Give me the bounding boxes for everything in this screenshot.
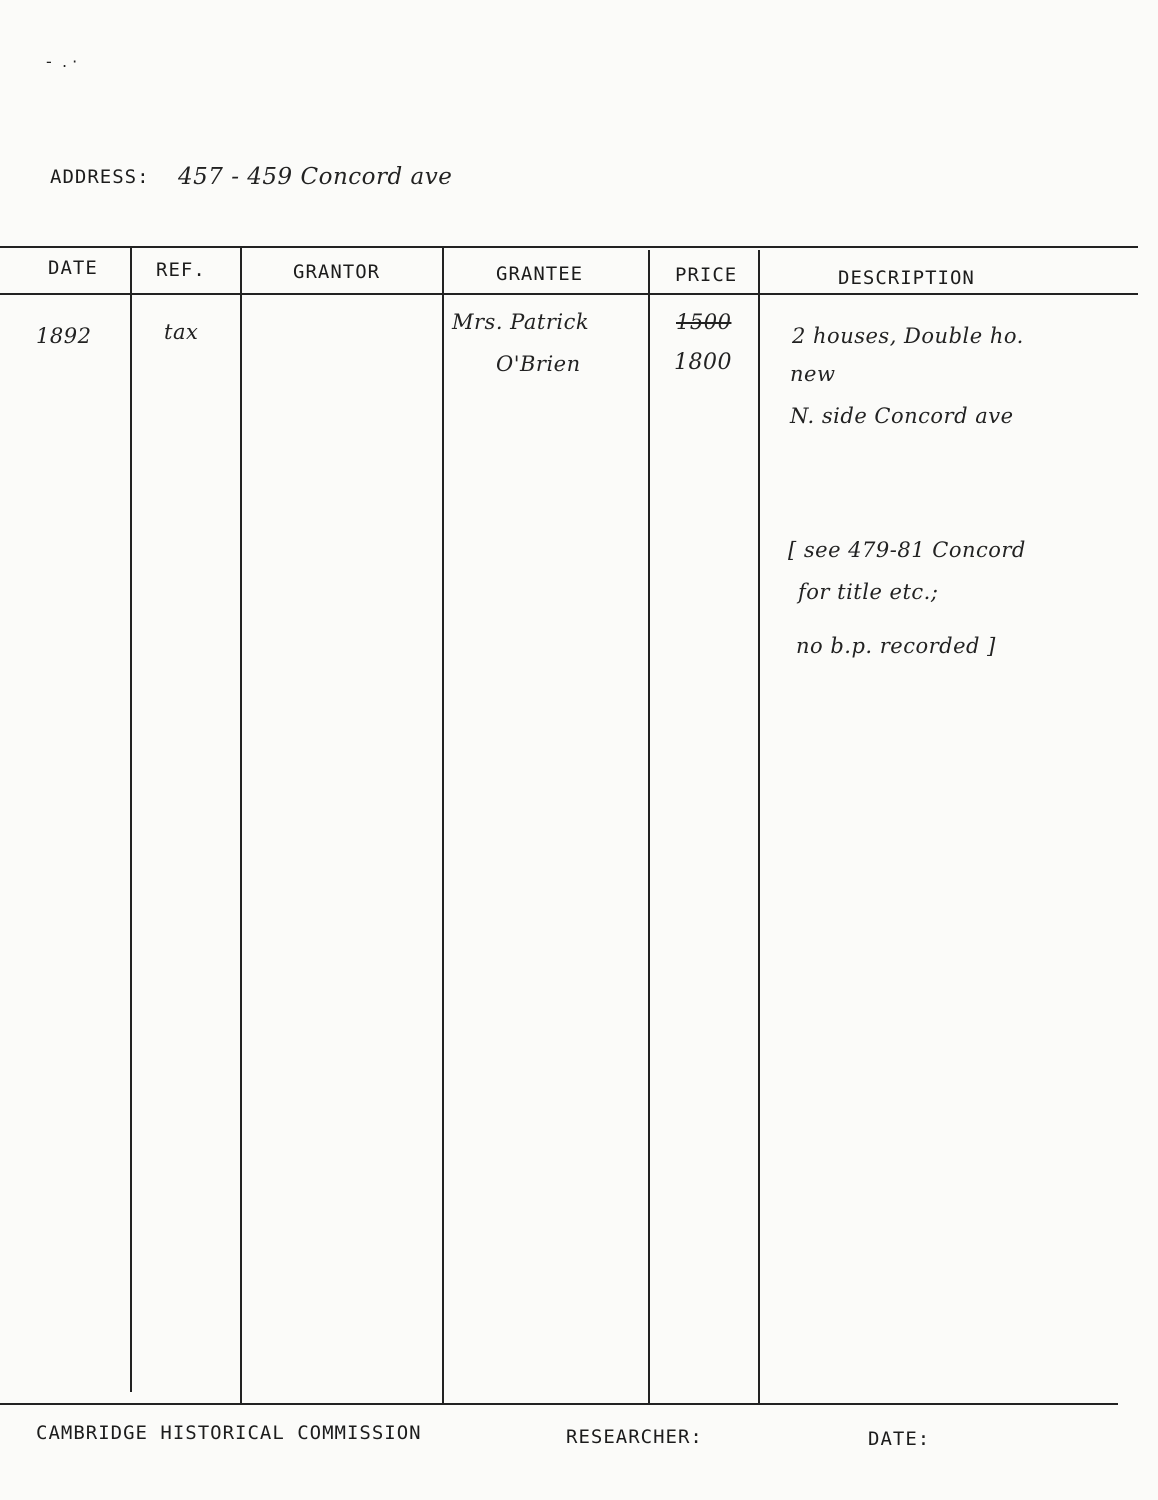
column-header-description: DESCRIPTION bbox=[838, 267, 975, 289]
column-header-grantor: GRANTOR bbox=[293, 261, 381, 283]
address-label: ADDRESS: bbox=[50, 166, 150, 188]
table-top-rule bbox=[0, 246, 1138, 248]
row-grantee-line2: O'Brien bbox=[496, 352, 581, 376]
row-description-line: N. side Concord ave bbox=[790, 404, 1014, 428]
column-divider bbox=[240, 246, 242, 1403]
column-header-ref: REF. bbox=[156, 259, 206, 281]
row-date: 1892 bbox=[36, 324, 92, 348]
footer-date-label: DATE: bbox=[868, 1428, 931, 1450]
row-ref: tax bbox=[164, 320, 199, 344]
footer-organization: CAMBRIDGE HISTORICAL COMMISSION bbox=[36, 1422, 422, 1444]
column-divider bbox=[442, 246, 444, 1403]
column-header-price: PRICE bbox=[675, 264, 738, 286]
row-description-line: no b.p. recorded ] bbox=[796, 634, 996, 658]
table-bottom-rule bbox=[0, 1403, 1118, 1405]
row-description-line: new bbox=[790, 362, 836, 386]
footer-researcher-label: RESEARCHER: bbox=[566, 1426, 703, 1448]
column-divider bbox=[758, 250, 760, 1403]
table-header-rule bbox=[0, 293, 1138, 295]
column-header-grantee: GRANTEE bbox=[496, 263, 584, 285]
stray-mark: - . · bbox=[46, 52, 78, 71]
row-price: 1800 bbox=[674, 350, 732, 375]
column-divider bbox=[648, 250, 650, 1403]
row-description-line: 2 houses, Double ho. bbox=[792, 324, 1024, 348]
row-description-line: [ see 479-81 Concord bbox=[788, 538, 1026, 562]
column-header-date: DATE bbox=[48, 257, 98, 279]
row-grantee-line1: Mrs. Patrick bbox=[452, 310, 590, 334]
address-value: 457 - 459 Concord ave bbox=[178, 164, 453, 190]
column-divider bbox=[130, 246, 132, 1392]
row-description-line: for title etc.; bbox=[798, 580, 939, 604]
row-price-struck: 1500 bbox=[676, 310, 732, 334]
